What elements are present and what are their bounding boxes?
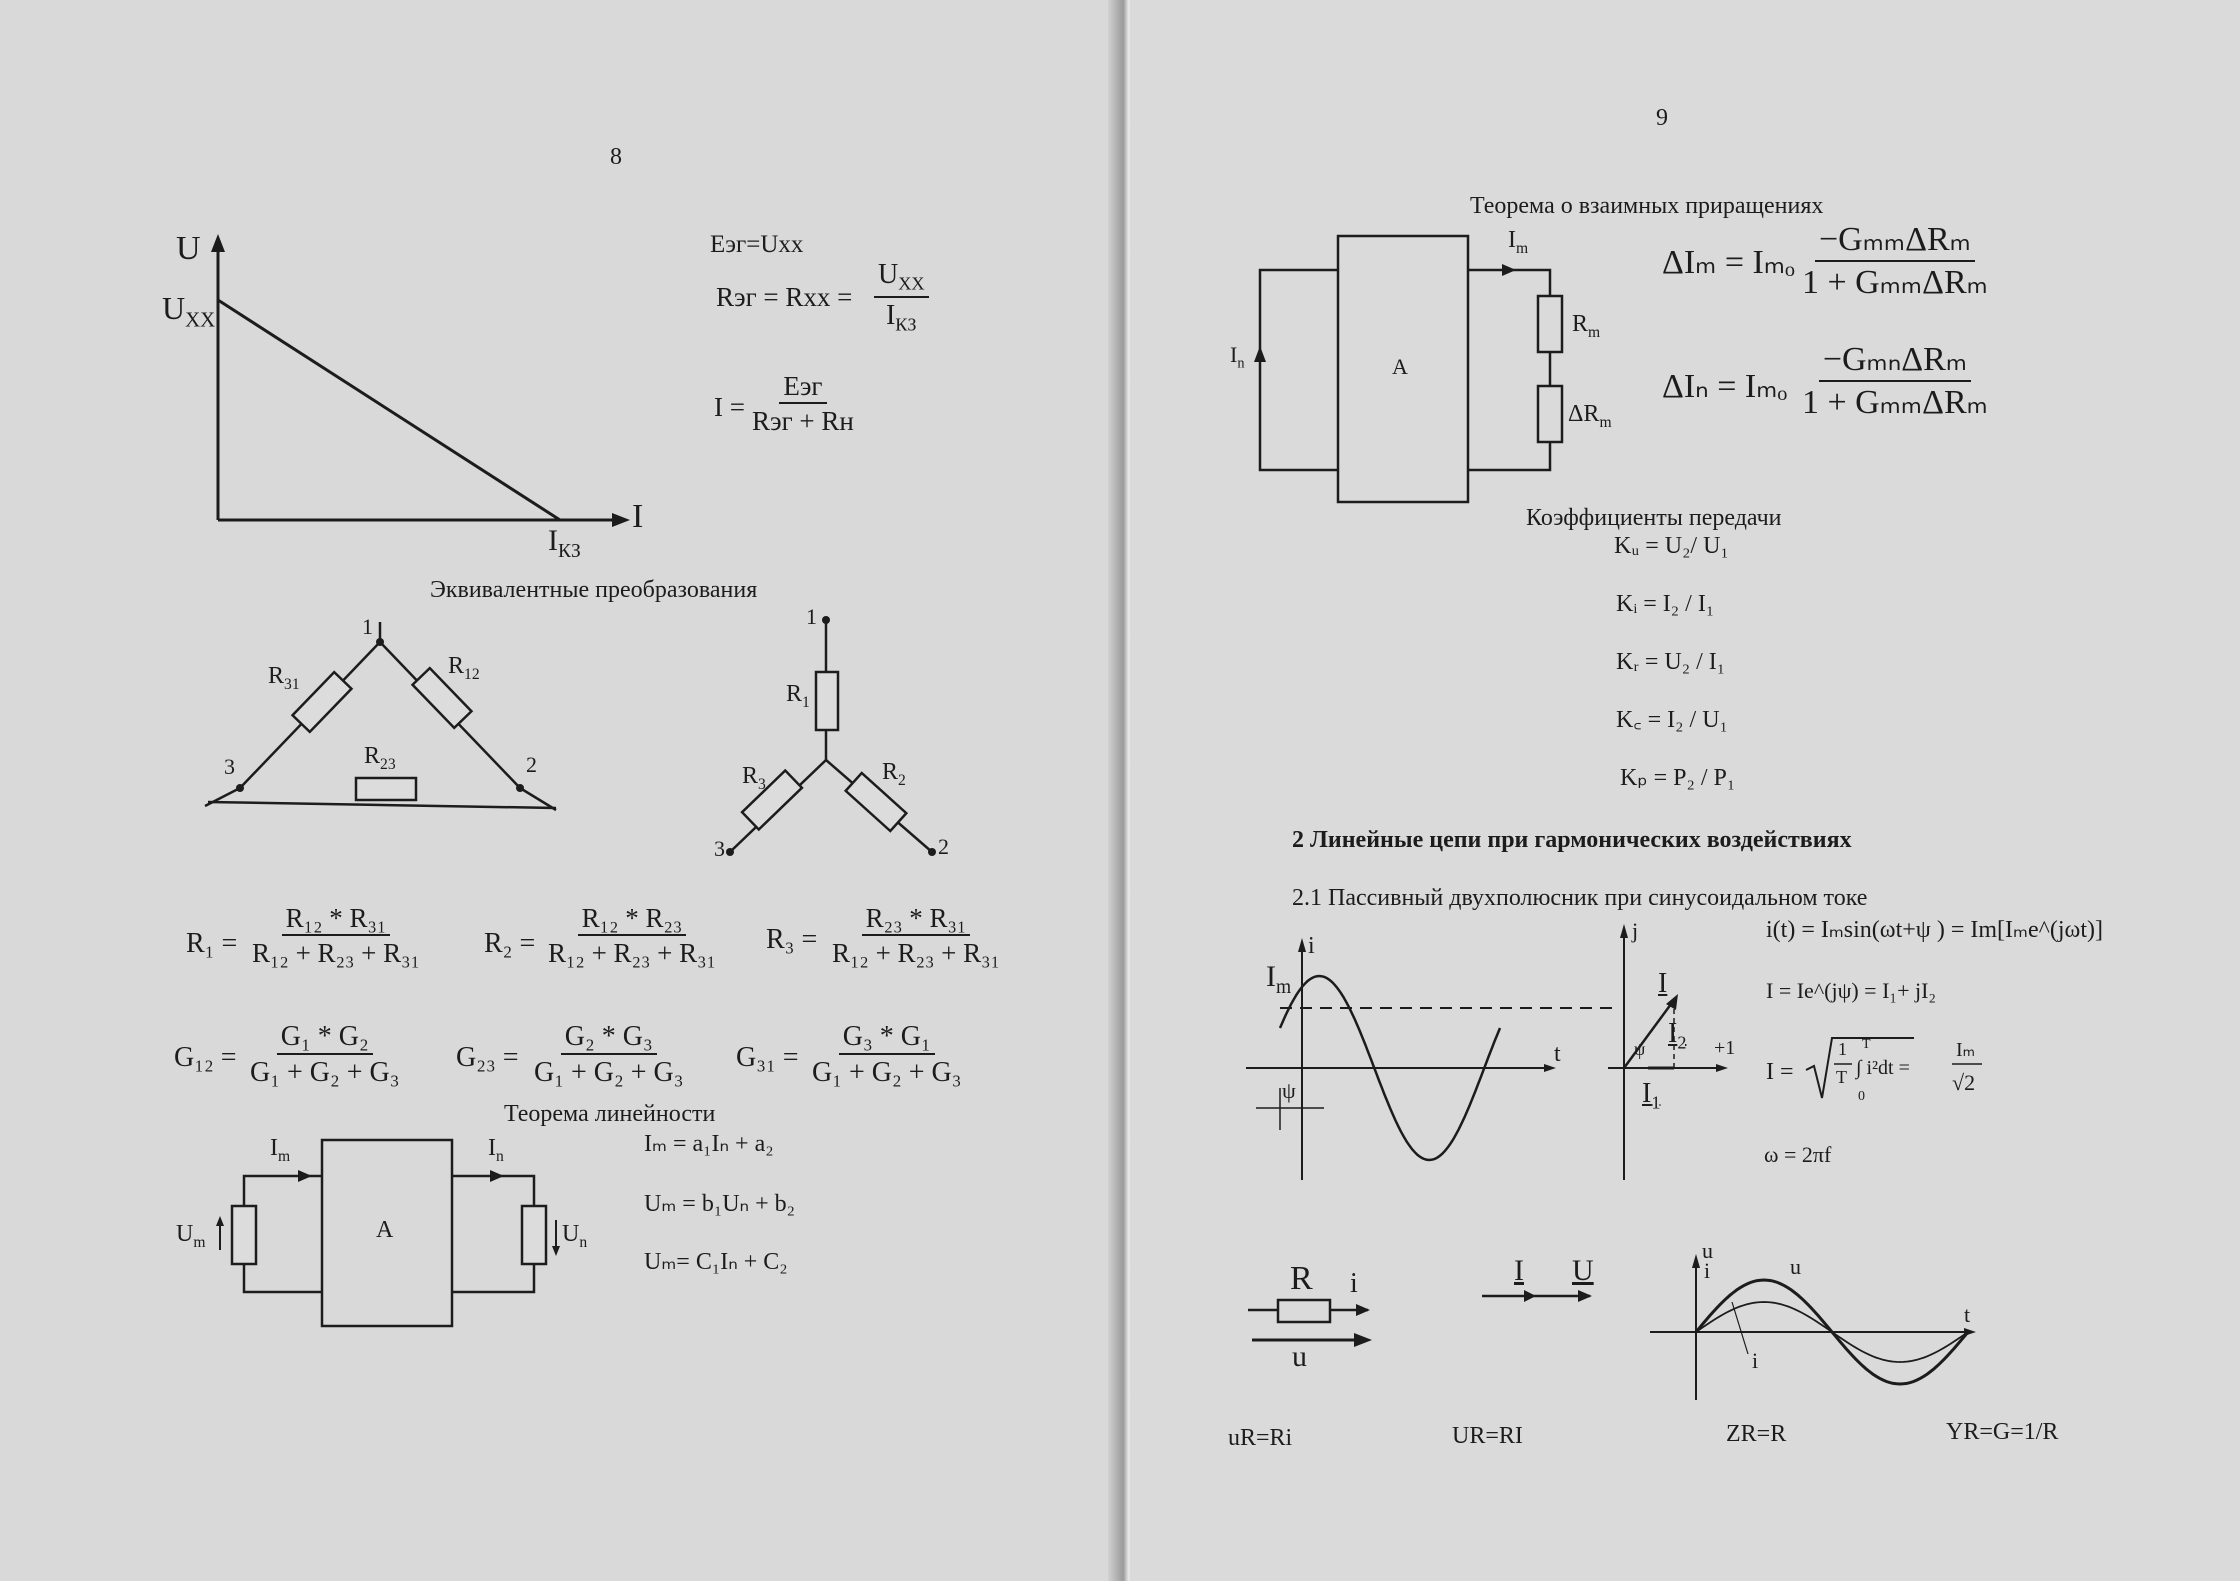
phasor-i-label: I xyxy=(1658,968,1668,999)
phasor-j-axis-label: j xyxy=(1632,918,1639,943)
wave-u-curve-label: u xyxy=(1790,1254,1801,1279)
eq-delta-im-lhs: ΔIₘ = Iₘₒ xyxy=(1662,244,1795,281)
transfer-ki: Kᵢ = I₂ / I₁ xyxy=(1616,591,1715,617)
ikz-label: $I_{КЗ}$ xyxy=(548,524,581,562)
star-r1-label: $R_1$ xyxy=(786,681,810,711)
formula-g12-lhs: G₁₂ = xyxy=(174,1042,237,1073)
section-transfer-coefficients: Коэффициенты передачи xyxy=(1526,505,1782,531)
linearity-eq-2: Uₘ = b₁Uₙ + b₂ xyxy=(644,1191,795,1217)
bottom-eq-ur: uR=Ri xyxy=(1228,1425,1293,1451)
eq-complex-current: I = Ie^(jψ) = I₁+ jI₂ xyxy=(1766,978,1937,1003)
page-number: 9 xyxy=(1656,105,1668,131)
star-r2-label: $R_2$ xyxy=(882,759,906,789)
linearity-block-label: A xyxy=(376,1217,394,1243)
chapter-title: 2 Линейные цепи при гармонических воздействиях xyxy=(1292,827,1852,853)
wave-t-axis-label: t xyxy=(1964,1302,1971,1327)
eq-i-of-t: i(t) = Iₘsin(ωt+ψ ) = Im[Iₘe^(jωt)] xyxy=(1766,917,2103,943)
eq-i-lhs: I = xyxy=(714,392,745,422)
linearity-un-label: $U_n$ xyxy=(562,1221,588,1251)
star-node-3: 3 xyxy=(714,836,725,861)
eq-omega: ω = 2πf xyxy=(1764,1142,1832,1167)
delta-node-3: 3 xyxy=(224,754,235,779)
transfer-kr: Kᵣ = U₂ / I₁ xyxy=(1616,649,1726,675)
eq-rms-integral: ∫ i²dt = xyxy=(1856,1057,1910,1079)
sine-psi-label: ψ xyxy=(1282,1078,1296,1103)
section-linearity-theorem: Теорема линейности xyxy=(504,1101,716,1127)
eq-egen: Eэг=Uxx xyxy=(710,231,804,258)
left-page xyxy=(0,0,1118,1581)
u-axis-label: U xyxy=(176,230,201,267)
subsection-title: 2.1 Пассивный двухполюсник при синусоидальном токе xyxy=(1292,885,1868,911)
linearity-um-label: $U_m$ xyxy=(176,1221,206,1251)
linearity-eq-1: Iₘ = a₁Iₙ + a₂ xyxy=(644,1131,774,1157)
eq-rms-lower-limit: 0 xyxy=(1858,1089,1865,1104)
eq-i-fraction: Eэг Rэг + Rн xyxy=(752,371,854,437)
transfer-ku: Kᵤ = U₂/ U₁ xyxy=(1614,533,1729,559)
voltage-current-wave-plot xyxy=(1130,0,2240,1581)
formula-g31-fraction: $\frac{\text{G₃ * G₁}}{\text{G₁ + G₂ + G₃}}$ xyxy=(812,1021,962,1089)
eq-delta-in-fraction: −GₘₙΔRₘ 1 + GₘₘΔRₘ xyxy=(1802,341,1988,421)
phasor-small-i-label: I xyxy=(1514,1254,1524,1287)
formula-r3-fraction: $\frac{\text{R₂₃ * R₃₁}}{\text{R₁₂ + R₂₃ + R₃₁}}$ xyxy=(832,903,1000,969)
formula-r2-lhs: R₂ = xyxy=(484,928,536,959)
sine-t-axis-label: t xyxy=(1554,1041,1561,1067)
page-number: 8 xyxy=(610,144,622,170)
star-node-1: 1 xyxy=(806,604,817,629)
eq-delta-in-lhs: ΔIₙ = Iₘₒ xyxy=(1662,368,1788,405)
linearity-eq-3: Uₘ= C₁Iₙ + C₂ xyxy=(644,1249,788,1275)
mutual-in-label: $I_n$ xyxy=(1230,342,1245,372)
eq-delta-im-fraction: −GₘₘΔRₘ 1 + GₘₘΔRₘ xyxy=(1802,221,1988,301)
mutual-im-label: $I_m$ xyxy=(1508,227,1529,257)
section-mutual-increments: Теорема о взаимных приращениях xyxy=(1470,193,1824,219)
phasor-small-u-label: U xyxy=(1572,1254,1594,1287)
mutual-drm-label: $\Delta R_m$ xyxy=(1568,401,1612,431)
resistor-u-label: u xyxy=(1292,1340,1307,1373)
bottom-eq-zr: ZR=R xyxy=(1726,1421,1787,1447)
formula-r1-lhs: R₁ = xyxy=(186,928,238,959)
i-axis-label: I xyxy=(632,498,644,535)
resistor-r-label: R xyxy=(1290,1260,1313,1297)
delta-node-1: 1 xyxy=(362,614,373,639)
sine-i-axis-label: i xyxy=(1308,933,1315,959)
eq-rms-result-den: √2 xyxy=(1952,1070,1976,1095)
eq-rms-frac-num: 1 xyxy=(1838,1039,1847,1059)
delta-node-2: 2 xyxy=(526,752,537,777)
formula-g23-lhs: G₂₃ = xyxy=(456,1042,519,1073)
eq-rms-upper-limit: T xyxy=(1862,1037,1871,1052)
star-r3-label: $R_3$ xyxy=(742,763,766,793)
formula-g31-lhs: G₃₁ = xyxy=(736,1042,799,1073)
transfer-kg: K꜀ = I₂ / U₁ xyxy=(1616,707,1728,733)
phasor-plus-one-label: +1 xyxy=(1714,1037,1736,1059)
star-node-2: 2 xyxy=(938,834,949,859)
phasor-psi-label: ψ xyxy=(1634,1039,1646,1059)
phasor-i1-label: $I_1$ xyxy=(1642,1078,1661,1113)
eq-rms-lhs: I = xyxy=(1766,1059,1794,1085)
mutual-rm-label: $R_m$ xyxy=(1572,311,1601,341)
delta-r12-label: $R_{12}$ xyxy=(448,653,480,683)
formula-r3-lhs: R₃ = xyxy=(766,924,818,955)
resistor-i-label: i xyxy=(1350,1268,1358,1299)
uxx-label: $U_{XX}$ xyxy=(162,290,216,332)
linearity-circuit xyxy=(0,0,1118,1581)
wave-i-axis-label: i xyxy=(1704,1258,1711,1283)
phasor-i2-label: $I_2$ xyxy=(1668,1018,1687,1053)
linearity-in-label: $I_n$ xyxy=(488,1135,504,1165)
sine-im-label: $I_m$ xyxy=(1266,960,1292,998)
section-equivalent-transforms: Эквивалентные преобразования xyxy=(430,577,758,603)
mutual-block-label: A xyxy=(1392,354,1408,379)
bottom-eq-ur-phasor: UR=RI xyxy=(1452,1423,1523,1449)
wave-u-axis-label: u xyxy=(1702,1238,1713,1263)
eq-rgen-lhs: Rэг = Rхх = xyxy=(716,282,853,312)
linearity-im-label: $I_m$ xyxy=(270,1135,291,1165)
bottom-eq-yr: YR=G=1/R xyxy=(1946,1419,2059,1445)
formula-r2-fraction: $\frac{\text{R₁₂ * R₂₃}}{\text{R₁₂ + R₂₃ + R₃₁}}$ xyxy=(548,903,716,969)
transfer-kp: Kₚ = P₂ / P₁ xyxy=(1620,765,1736,791)
eq-rgen-fraction: $U_{XX}$ $I_{КЗ}$ xyxy=(874,260,929,334)
eq-rms-frac-den: T xyxy=(1836,1067,1847,1087)
delta-r31-label: $R_{31}$ xyxy=(268,663,300,693)
right-page xyxy=(1130,0,2240,1581)
eq-rms-result-num: Iₘ xyxy=(1956,1039,1976,1061)
formula-g12-fraction: $\frac{\text{G₁ * G₂}}{\text{G₁ + G₂ + G₃}}$ xyxy=(250,1021,400,1089)
delta-r23-label: $R_{23}$ xyxy=(364,743,396,773)
formula-g23-fraction: $\frac{\text{G₂ * G₃}}{\text{G₁ + G₂ + G₃}}$ xyxy=(534,1021,684,1089)
wave-i-curve-label: i xyxy=(1752,1348,1759,1373)
formula-r1-fraction: $\frac{\text{R₁₂ * R₃₁}}{\text{R₁₂ + R₂₃ + R₃₁}}$ xyxy=(252,903,420,969)
